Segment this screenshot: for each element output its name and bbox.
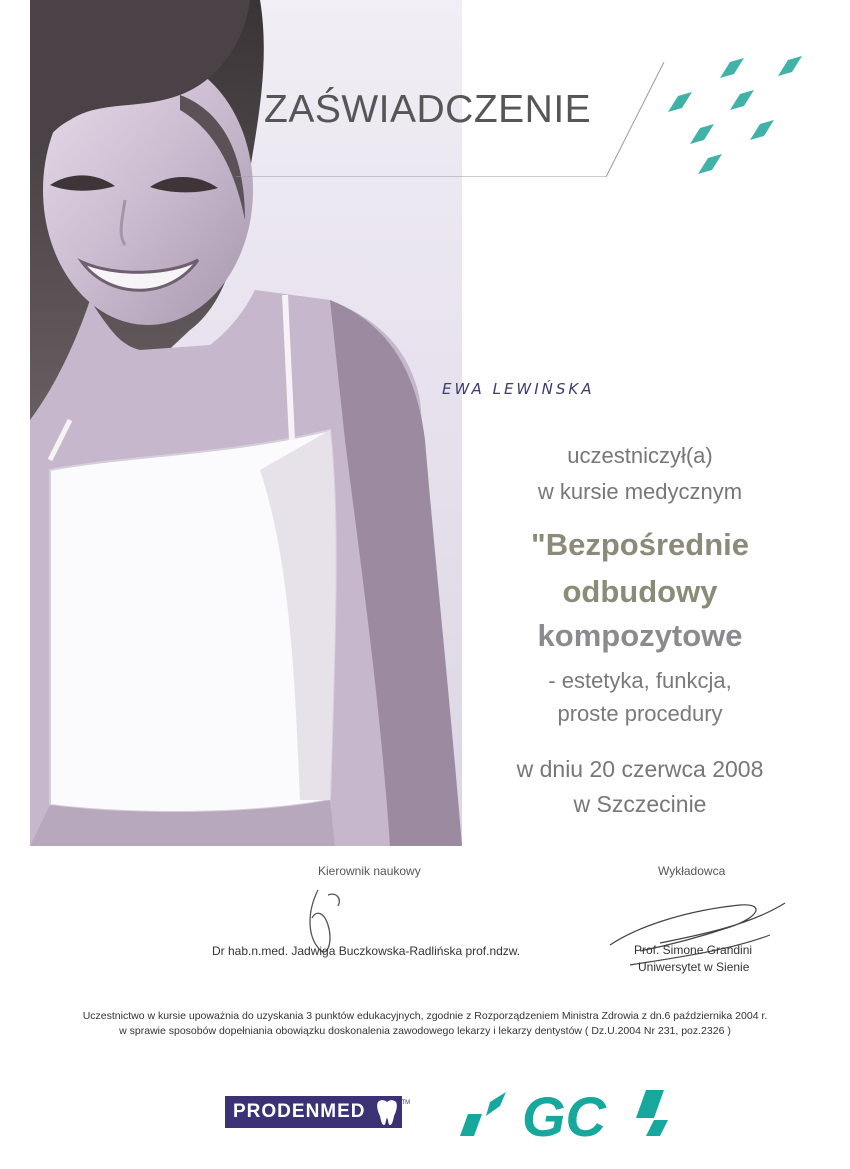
- footnote-line-1: Uczestnictwo w kursie upoważnia do uzyskania 3 punktów edukacyjnych, zgodnie z Rozporządzeniem Ministra Zdrowia z dn.6 października 2004 r.: [82, 1010, 768, 1022]
- teal-accent-pattern: [660, 52, 810, 182]
- prodenmed-wordmark: PRODENMED: [225, 1096, 372, 1128]
- right-signatory-name: Prof. Simone Grandini: [634, 943, 753, 957]
- prodenmed-trademark: TM: [401, 1100, 411, 1106]
- course-intro-text: w kursie medycznym: [537, 479, 743, 504]
- certificate-title: ZAŚWIADCZENIE: [264, 88, 592, 131]
- prodenmed-logo: [225, 1094, 410, 1130]
- course-title-line-3: kompozytowe: [537, 618, 743, 653]
- right-signatory-affiliation: Uniwersytet w Sienie: [638, 960, 750, 974]
- course-date: w dniu 20 czerwca 2008: [516, 756, 764, 782]
- left-signatory-name: Dr hab.n.med. Jadwiga Buczkowska-Radlińska prof.ndzw.: [212, 944, 521, 958]
- participated-text: uczestniczył(a): [567, 443, 713, 468]
- course-title-line-1: "Bezpośrednie: [531, 527, 749, 562]
- course-title-line-2: odbudowy: [562, 574, 718, 609]
- right-signatory-role: Wykładowca: [658, 864, 726, 878]
- gc-logo: [460, 1084, 690, 1144]
- participant-name: EWA LEWIŃSKA: [442, 380, 595, 398]
- course-place: w Szczecinie: [573, 791, 707, 817]
- title-area: [236, 62, 666, 177]
- gc-wordmark: GC: [522, 1085, 606, 1144]
- course-subtitle-line-2: proste procedury: [557, 701, 723, 726]
- course-subtitle-line-1: - estetyka, funkcja,: [548, 668, 732, 693]
- left-signatory-role: Kierownik naukowy: [318, 864, 421, 878]
- tooth-icon: [372, 1094, 402, 1130]
- footnote-line-2: w sprawie sposobów dopełniania obowiązku doskonalenia zawodowego lekarzy i lekarzy dentystów ( Dz.U.2004 Nr 231, poz.2326 ): [119, 1025, 731, 1037]
